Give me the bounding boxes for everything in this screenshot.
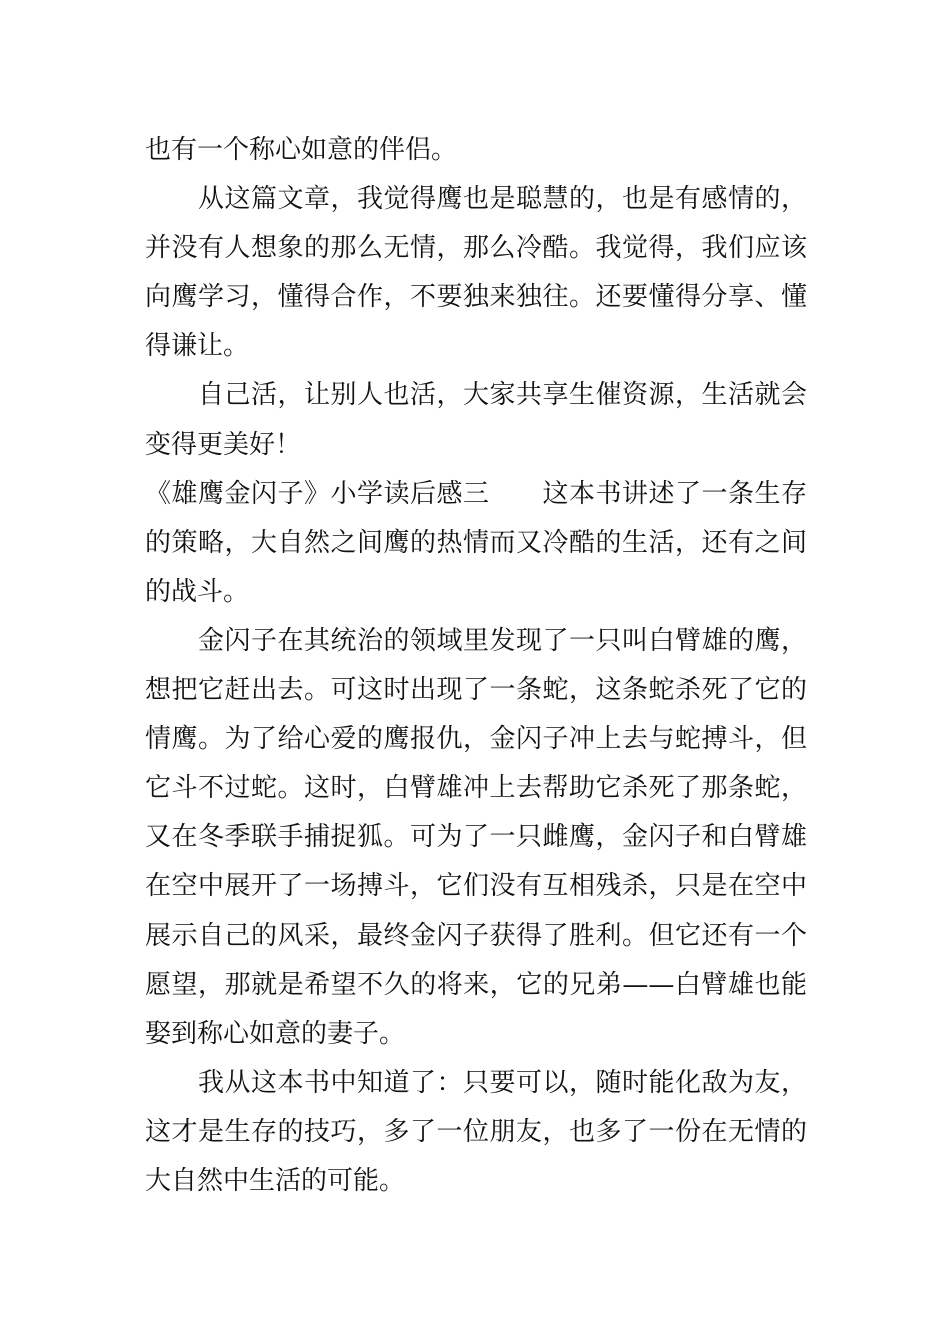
text-line: 金闪子在其统治的领域里发现了一只叫白臂雄的鹰， bbox=[145, 625, 807, 656]
text-line: 并没有人想象的那么无情，那么冷酷。我觉得，我们应该 bbox=[145, 233, 807, 264]
text-line: 这才是生存的技巧，多了一位朋友，也多了一份在无情的 bbox=[145, 1116, 807, 1147]
text-line: 的策略，大自然之间鹰的热情而又冷酷的生活，还有之间 bbox=[145, 527, 807, 558]
text-line: 又在冬季联手捕捉狐。可为了一只雌鹰，金闪子和白臂雄 bbox=[145, 822, 807, 853]
text-line: 我从这本书中知道了：只要可以，随时能化敌为友， bbox=[145, 1067, 807, 1098]
text-line: 愿望，那就是希望不久的将来，它的兄弟——白臂雄也能 bbox=[145, 969, 807, 1000]
text-line: 也有一个称心如意的伴侣。 bbox=[145, 135, 458, 165]
text-line: 娶到称心如意的妻子。 bbox=[145, 1018, 406, 1049]
text-line: 它斗不过蛇。这时，白臂雄冲上去帮助它杀死了那条蛇， bbox=[145, 773, 807, 804]
text-line: 得谦让。 bbox=[145, 331, 250, 362]
body-text bbox=[145, 126, 807, 1206]
text-line: 变得更美好！ bbox=[145, 429, 302, 460]
text-line: 向鹰学习，懂得合作，不要独来独往。还要懂得分享、懂 bbox=[145, 282, 807, 313]
text-line: 的战斗。 bbox=[145, 576, 250, 607]
text-line: 在空中展开了一场搏斗，它们没有互相残杀，只是在空中 bbox=[145, 871, 807, 902]
text-line: 想把它赶出去。可这时出现了一条蛇，这条蛇杀死了它的 bbox=[145, 675, 807, 706]
text-line: 大自然中生活的可能。 bbox=[145, 1165, 406, 1196]
text-line: 自己活，让别人也活，大家共享生催资源，生活就会 bbox=[145, 380, 807, 411]
text-line: 展示自己的风采，最终金闪子获得了胜利。但它还有一个 bbox=[145, 920, 807, 951]
text-line: 从这篇文章，我觉得鹰也是聪慧的，也是有感情的， bbox=[145, 184, 807, 215]
text-line: 情鹰。为了给心爱的鹰报仇，金闪子冲上去与蛇搏斗，但 bbox=[145, 724, 807, 755]
text-line: 《雄鹰金闪子》小学读后感三 这本书讲述了一条生存 bbox=[145, 478, 807, 509]
